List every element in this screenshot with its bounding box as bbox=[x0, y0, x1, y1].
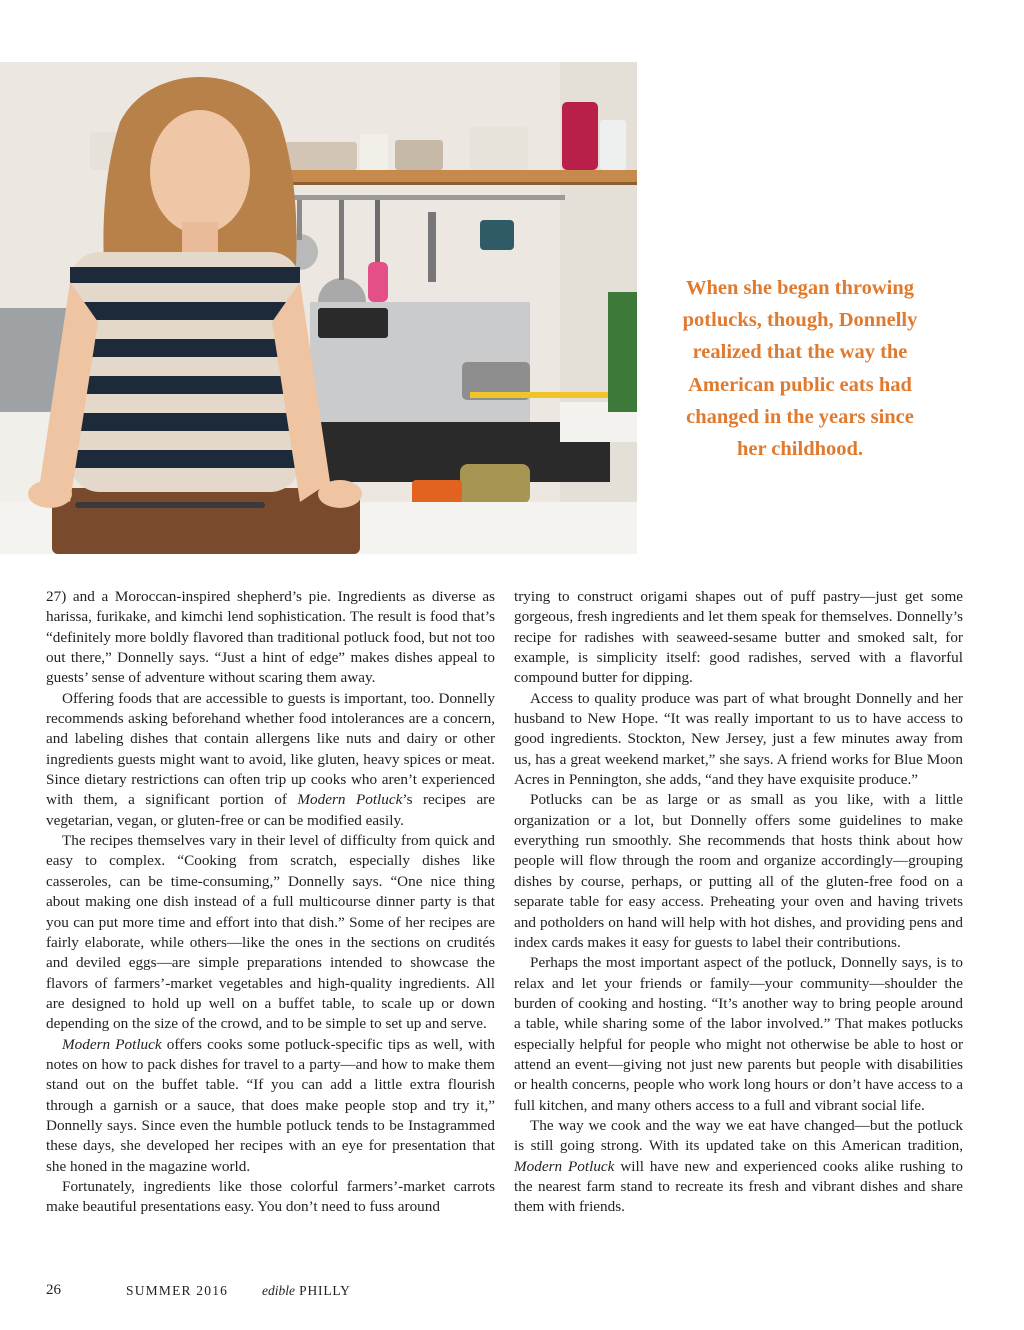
page-number: 26 bbox=[46, 1282, 61, 1298]
article-paragraph: 27) and a Moroccan-inspired shepherd’s pie. Ingredients as diverse as harissa, furikake, and kimchi lend sophistication. The result is food that’s “definitely more boldly flavored than traditional potluck food, but not too out there,” Donnelly says. “Just a hint of edge” makes dishes appeal to guests’ sense of adventure without scaring them away. bbox=[46, 588, 495, 687]
magazine-brand bbox=[262, 1283, 351, 1299]
paragraph-text: ’s recipes are vegetarian, vegan, or gluten-free or can be modified easily. bbox=[46, 791, 495, 829]
pull-quote-line: When she began throwing bbox=[685, 277, 914, 299]
paragraph-text: Offering foods that are accessible to guests is important, too. Donnelly recommends asking beforehand whether food intolerances are a concern, and labeling dishes that contain allergens like nuts and dairy or other ingredients guests might want to avoid, like gluten, heavy spices or meat. Since dietary restrictions can often trip up cooks who aren’t experienced with them, a significant portion of bbox=[46, 689, 495, 809]
article-paragraph: trying to construct origami shapes out of puff pastry—just get some gorgeous, fresh ingredients and let them speak for themselves. Donnelly’s recipe for radishes with seaweed-sesame butter and smoked salt, for example, is simplicity itself: good radishes, served with a flavorful compound butter for dipping. bbox=[514, 588, 963, 687]
paragraph-text: The way we cook and the way we eat have changed—but the potluck is still going strong. With its updated take on this American tradition, bbox=[514, 1116, 963, 1155]
pull-quote-line: realized that the way the bbox=[692, 341, 908, 364]
kitchen-portrait-image bbox=[0, 62, 637, 554]
book-title: Modern Potluck bbox=[62, 1035, 162, 1053]
paragraph-text: will have new and experienced cooks alike rushing to the nearest farm stand to recreate its fresh and vibrant dishes and share them with friends. bbox=[514, 1157, 963, 1216]
pull-quote bbox=[664, 272, 936, 465]
pull-quote-line: her childhood. bbox=[736, 438, 864, 461]
page-footer bbox=[46, 1282, 446, 1304]
article-column-left bbox=[46, 587, 495, 1218]
brand-italic: edible bbox=[262, 1283, 295, 1298]
article-column-right bbox=[514, 587, 963, 1218]
article-paragraph: Fortunately, ingredients like those colorful farmers’-market carrots make beautiful presentations easy. You don’t need to fuss around bbox=[46, 1177, 495, 1216]
article-paragraph bbox=[46, 1035, 495, 1177]
article-paragraph: Perhaps the most important aspect of the potluck, Donnelly says, is to relax and let your friends or family—your community—shoulder the burden of cooking and hosting. “It’s another way to bring people around a table, while sharing some of the labor involved.” That makes potlucks especially helpful for people who might not otherwise be able to host or attend an event—giving not just new parents but people with disabilities or health concerns, people who work long hours or don’t have access to a full kitchen, and many others access to a full and vibrant social life. bbox=[514, 954, 963, 1114]
paragraph-text: offers cooks some potluck-specific tips as well, with notes on how to pack dishes for travel to a party—and how to make them stand out on the buffet table. “If you can add a little extra flourish through a garnish or a sauce, that does make people stop and try it,” Donnelly says. Since even the humble potluck tends to be Instagrammed these days, she developed her recipes with an eye for presentation that she honed in the magazine world. bbox=[46, 1035, 495, 1175]
issue-label: SUMMER 2016 bbox=[126, 1283, 229, 1298]
book-title: Modern Potluck bbox=[514, 1157, 615, 1175]
article-paragraph bbox=[514, 1116, 963, 1218]
article-paragraph: Potlucks can be as large or as small as you like, with a little organization or a lot, but Donnelly offers some guidelines to make everything run smoothly. She recommends that hosts think about how people will flow through the room and organize accordingly—grouping dishes by course, perhaps, or putting all of the gluten-free food on a separate table for easy access. Preheating your oven and having trivets and potholders on hand will help with hot dishes, and providing pens and index cards makes it easy for guests to label their contributions. bbox=[514, 791, 963, 951]
pull-quote-line: American public eats had bbox=[688, 373, 912, 396]
feature-photo bbox=[0, 62, 637, 554]
article-paragraph: The recipes themselves vary in their level of difficulty from quick and easy to complex. “Cooking from scratch, especially dishes like casseroles, can be time-consuming,” Donnelly says. “One nice thing about making one dish instead of a full multicourse dinner party is that you can put more time and effort into that dish.” Some of her recipes are fairly elaborate, while others—like the ones in the sections on crudités and deviled eggs—are simple preparations intended to showcase the flavors of farmers’-market vegetables and high-quality ingredients. All are designed to hold up well on a buffet table, to scale up or down depending on the size of the crowd, and to be simple to set up and serve. bbox=[46, 832, 495, 1033]
article-paragraph: Access to quality produce was part of what brought Donnelly and her husband to New Hope. “It was really important to us to have access to good ingredients. Stockton, New Jersey, just a few minutes away from us, has a great weekend market,” she says. A friend works for Blue Moon Acres in Pennington, she adds, “and they have exquisite produce.” bbox=[514, 689, 963, 789]
book-title: Modern Potluck bbox=[297, 791, 403, 809]
article-paragraph bbox=[46, 689, 495, 831]
pull-quote-line: potlucks, though, Donnelly bbox=[682, 309, 918, 332]
brand-name: PHILLY bbox=[295, 1283, 351, 1298]
pull-quote-line: changed in the years since bbox=[686, 405, 914, 428]
